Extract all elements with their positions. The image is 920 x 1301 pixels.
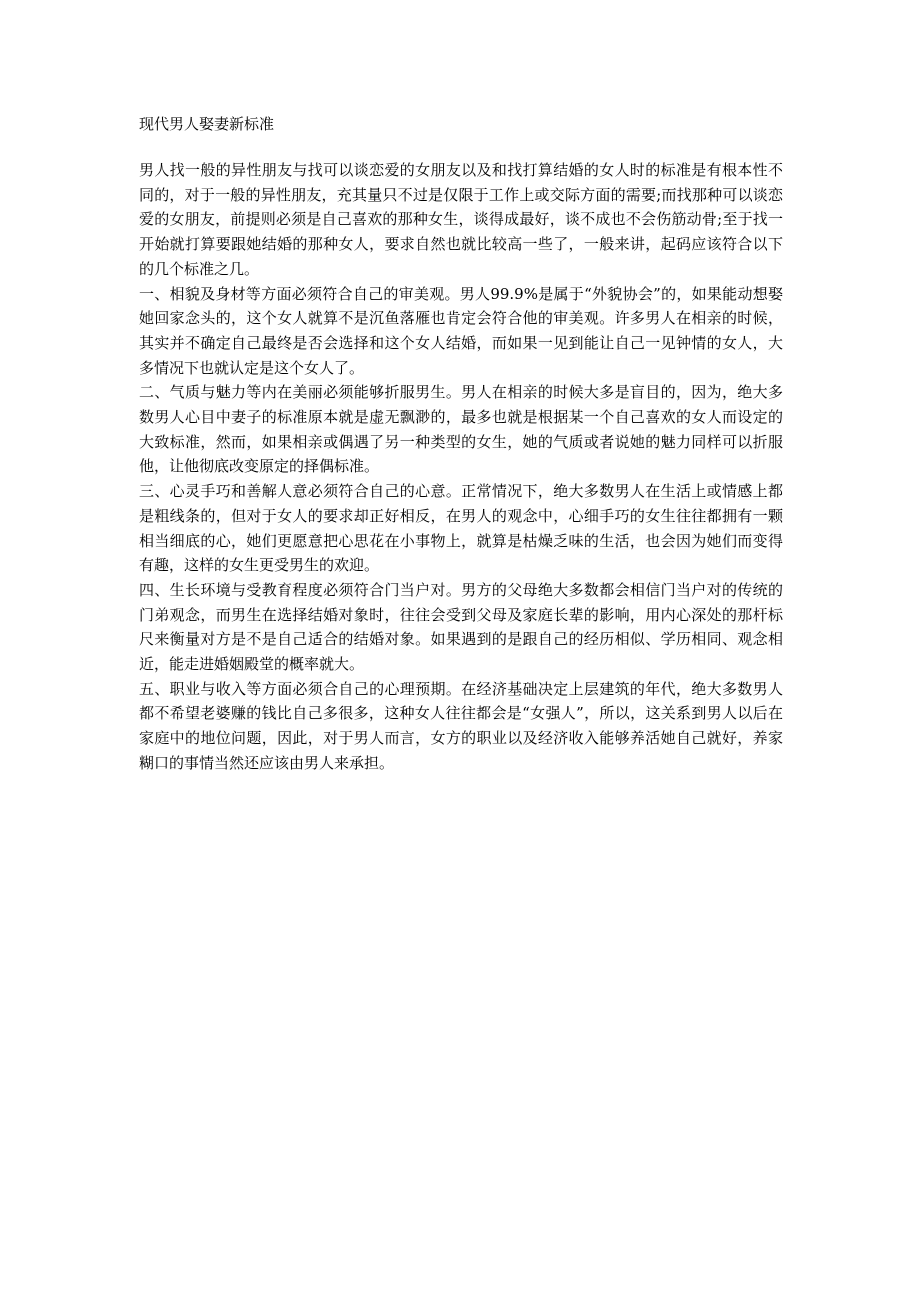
intro-paragraph: 男人找一般的异性朋友与找可以谈恋爱的女朋友以及和找打算结婚的女人时的标准是有根本性不同的，对于一般的异性朋友，充其量只不过是仅限于工作上或交际方面的需要;而找那种可以谈恋爱的女朋友，前提则必须是自己喜欢的那种女生，谈得成最好，谈不成也不会伤筋动骨;至于找一开始就打算要跟她结婚的那种女人，要求自然也就比较高一些了，一般来讲，起码应该符合以下的几个标准之几。 xyxy=(139,161,783,278)
document-title: 现代男人娶妻新标准 xyxy=(139,115,275,133)
criterion-4-paragraph: 四、生长环境与受教育程度必须符合门当户对。男方的父母绝大多数都会相信门当户对的传统的门弟观念，而男生在选择结婚对象时，往往会受到父母及家庭长辈的影响，用内心深处的那杆标尺来衡量对方是不是自己适合的结婚对象。如果遇到的是跟自己的经历相似、学历相同、观念相近，能走进婚姻殿堂的概率就大。 xyxy=(139,580,783,674)
criterion-3-paragraph: 三、心灵手巧和善解人意必须符合自己的心意。正常情况下，绝大多数男人在生活上或情感上都是粗线条的，但对于女人的要求却正好相反，在男人的观念中，心细手巧的女生往往都拥有一颗相当细底的心，她们更愿意把心思花在小事物上，就算是枯燥乏味的生活，也会因为她们而变得有趣，这样的女生更受男生的欢迎。 xyxy=(139,482,783,575)
criterion-2-paragraph: 二、气质与魅力等内在美丽必须能够折服男生。男人在相亲的时候大多是盲目的，因为，绝大多数男人心目中妻子的标准原本就是虚无飘渺的，最多也就是根据某一个自己喜欢的女人而设定的大致标准，然而，如果相亲或偶遇了另一种类型的女生，她的气质或者说她的魅力同样可以折服他，让他彻底改变原定的择偶标准。 xyxy=(139,383,783,476)
document-body xyxy=(139,158,783,776)
criterion-1-paragraph: 一、相貌及身材等方面必须符合自己的审美观。男人99.9%是属于“外貌协会”的，如果能动想娶她回家念头的，这个女人就算不是沉鱼落雁也肯定会符合他的审美观。许多男人在相亲的时候，其实并不确定自己最终是否会选择和这个女人结婚，而如果一见到能让自己一见钟情的女人，大多情况下也就认定是这个女人了。 xyxy=(139,284,783,377)
document-page xyxy=(139,113,783,776)
criterion-5-paragraph: 五、职业与收入等方面必须合自己的心理预期。在经济基础决定上层建筑的年代，绝大多数男人都不希望老婆赚的钱比自己多很多，这种女人往往都会是“女强人”，所以，这关系到男人以后在家庭中的地位问题，因此，对于男人而言，女方的职业以及经济收入能够养活她自己就好，养家糊口的事情当然还应该由男人来承担。 xyxy=(139,679,783,772)
